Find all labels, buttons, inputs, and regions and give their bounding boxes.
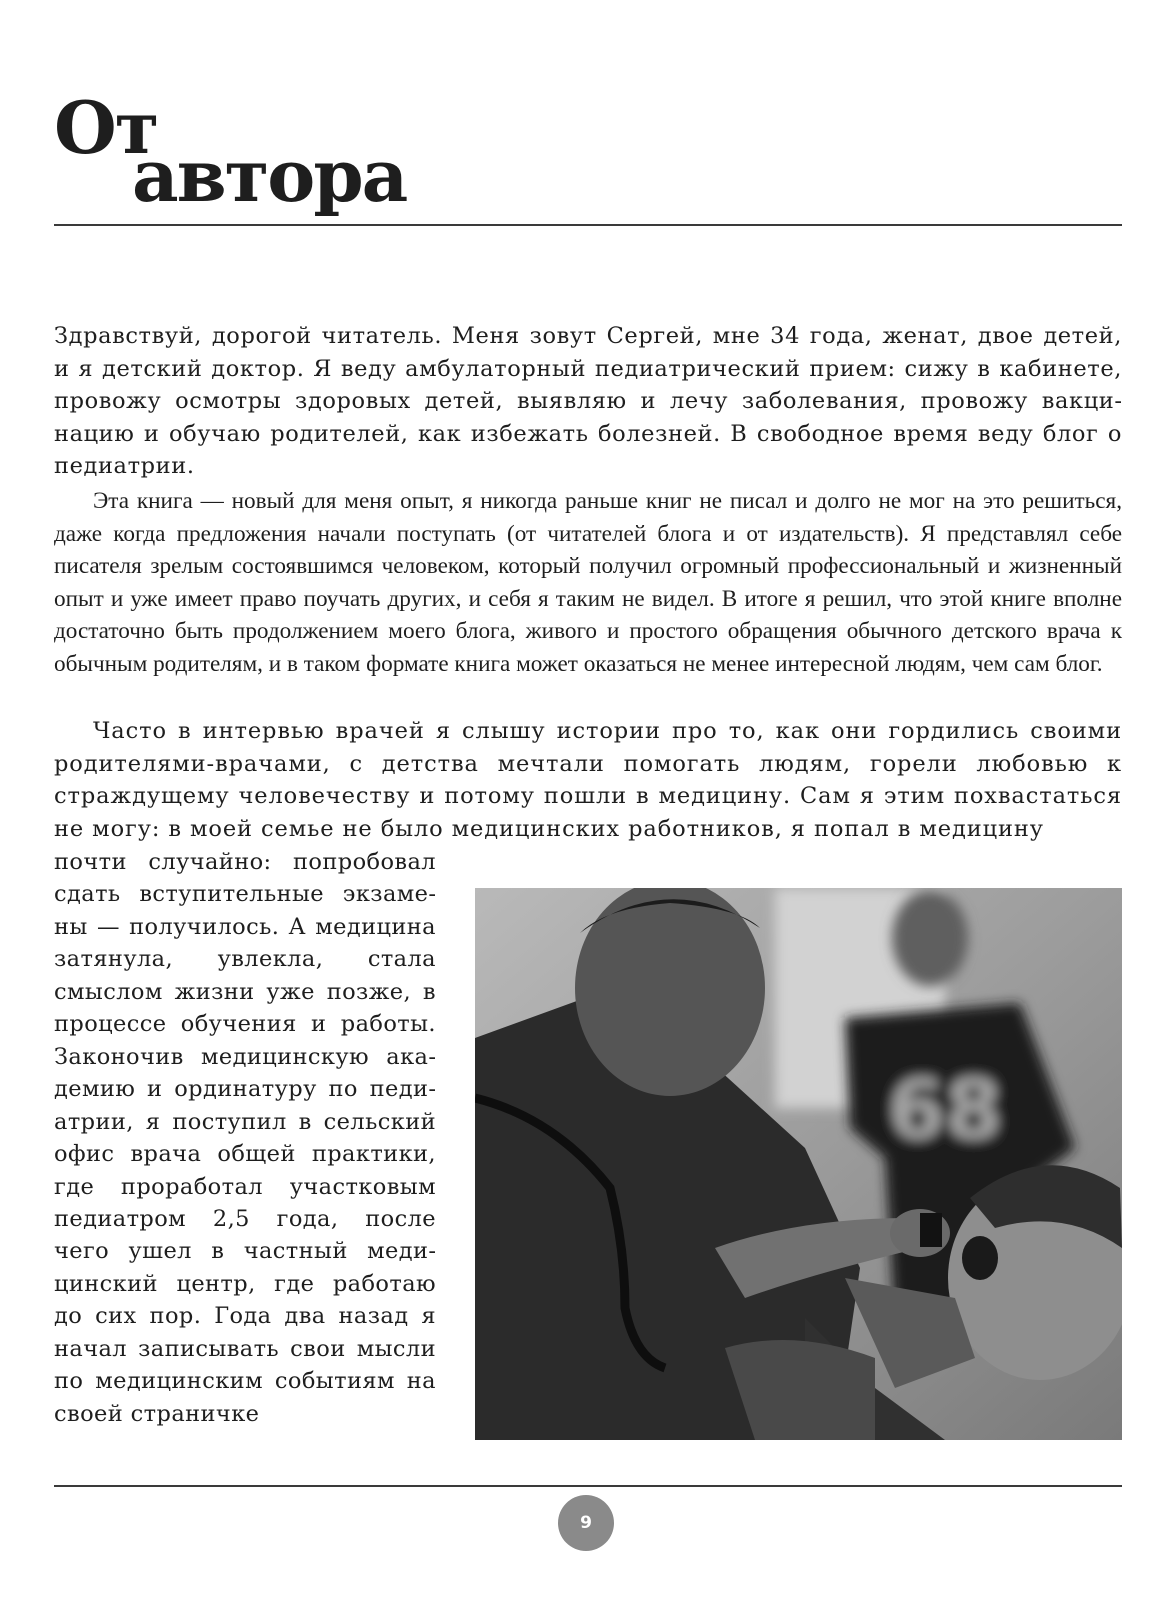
bottom-divider	[54, 1485, 1122, 1487]
paragraph-column-text: почти случайно: попробовал сдать вступительные экзамены — получилось. А медицина затянула, увлекла, стала смыслом жизни уже позже, в процессе обучения и работы. Законочив медицинскую академию и ординатуру по педиатрии, я поступил в сельский офис врача общей практики, где проработал участковым педиатром 2,5 года, после чего ушел в частный медицинский центр, где работаю до сих пор. Года два назад я начал записывать свои мысли по медицинским событиям на своей страничке	[54, 849, 436, 1427]
paragraph-book: Эта книга — новый для меня опыт, я никогда раньше книг не писал и долго не мог на это решиться, даже когда предложения начали поступать (от читателей блога и от издательств). Я представлял себе писателя зрелым состоявшимся человеком, который получил огромный профессиональный и жизненный опыт и уже имеет право поучать других, и себя я таким не видел. В итоге я решил, что этой книге вполне достаточно быть продолжением моего блога, живого и простого обращения обычного детского врача к обычным родителям, и в таком формате книга может оказаться не менее интересной людям, чем сам блог.	[54, 488, 1122, 677]
page-number-badge: 9	[558, 1495, 614, 1551]
top-divider	[54, 224, 1122, 226]
chapter-title	[54, 85, 407, 218]
chapter-title-line-2: автора	[132, 133, 407, 218]
jersey-number-text: 68	[887, 1063, 1003, 1158]
paragraph-intro: Здравствуй, дорогой читатель. Меня зовут Сергей, мне 34 года, женат, двое детей, и я детский доктор. Я веду амбулаторный педиатрический прием: сижу в кабинете, провожу осмотры здоровых детей, выявляю и лечу заболевания, провожу вакцинацию и обучаю родителей, как избежать болезней. В свободное время веду блог о педиатрии.	[54, 323, 1122, 479]
doctor-examining-child-photo	[475, 888, 1122, 1440]
paragraph-medicine: Часто в интервью врачей я слышу истории про то, как они гордились своими родителями-врачами, с детства мечтали помогать людям, горели любовью к страждущему человечеству и потому пошли в медицину. Сам я этим похвастаться не могу: в моей семье не было медицинских работников, я попал в медицину	[54, 718, 1122, 842]
chapter-title-line-1: От	[54, 85, 158, 170]
